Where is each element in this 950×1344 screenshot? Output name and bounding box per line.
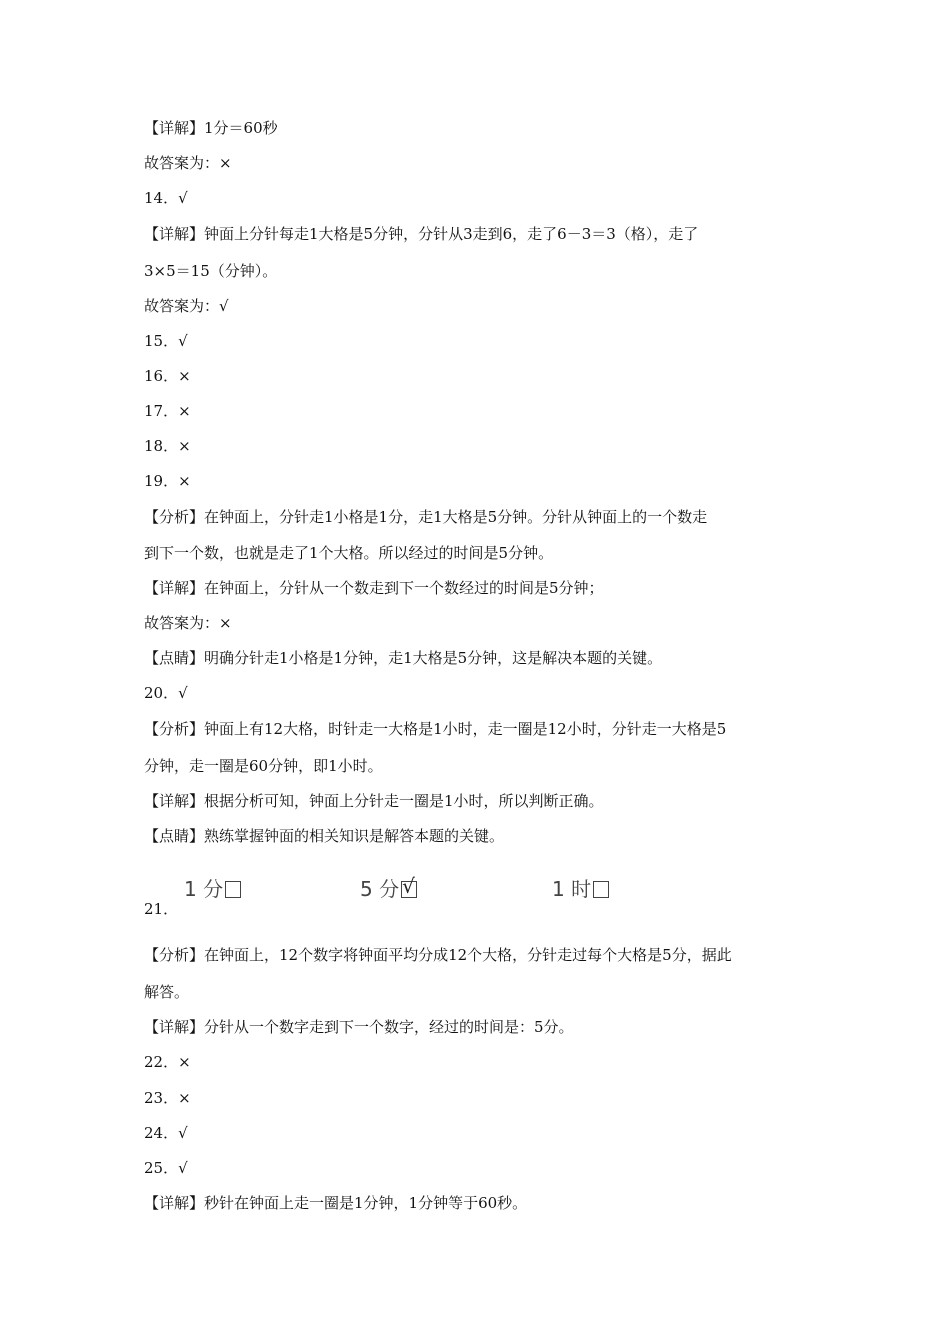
text-line: 【详解】秒针在钟面上走一圈是1分钟，1分钟等于60秒。 <box>144 1194 528 1212</box>
text-line: 【详解】1分＝60秒 <box>144 119 278 137</box>
text-line: 3×5＝15（分钟）。 <box>144 262 278 280</box>
text-line: 到下一个数，也就是走了1个大格。所以经过的时间是5分钟。 <box>144 544 554 562</box>
checkbox-checked <box>401 874 417 898</box>
answer-17: 17．× <box>144 402 191 420</box>
checkbox <box>593 881 609 898</box>
choice-label: 1 分 <box>184 877 224 901</box>
text-line: 【点睛】熟练掌握钟面的相关知识是解答本题的关键。 <box>144 827 505 845</box>
text-line: 【点睛】明确分针走1小格是1分钟，走1大格是5分钟，这是解决本题的关键。 <box>144 649 663 667</box>
answer-24: 24．√ <box>144 1124 188 1142</box>
text-line: 故答案为：√ <box>144 297 229 315</box>
choice-1-minute <box>184 874 241 904</box>
answer-22: 22．× <box>144 1053 191 1071</box>
answer-21: 21． <box>144 900 179 918</box>
answer-20: 20．√ <box>144 684 188 702</box>
text-line: 故答案为：× <box>144 154 232 172</box>
text-line: 【分析】在钟面上，分针走1小格是1分，走1大格是5分钟。分针从钟面上的一个数走 <box>144 508 708 526</box>
text-line: 故答案为：× <box>144 614 232 632</box>
q21-choices <box>184 874 644 904</box>
text-line: 【详解】分针从一个数字走到下一个数字，经过的时间是：5分。 <box>144 1018 574 1036</box>
text-line: 【详解】在钟面上，分针从一个数走到下一个数经过的时间是5分钟； <box>144 579 604 597</box>
check-mark: √ <box>402 874 415 898</box>
answer-15: 15．√ <box>144 332 188 350</box>
answer-18: 18．× <box>144 437 191 455</box>
text-line: 【详解】根据分析可知，钟面上分针走一圈是1小时，所以判断正确。 <box>144 792 604 810</box>
text-line: 【分析】钟面上有12大格，时针走一大格是1小时，走一圈是12小时，分针走一大格是5 <box>144 720 727 738</box>
answer-23: 23．× <box>144 1089 191 1107</box>
choice-label: 5 分 <box>360 877 400 901</box>
answer-19: 19．× <box>144 472 191 490</box>
choice-1-hour <box>552 874 609 904</box>
answer-14: 14．√ <box>144 189 188 207</box>
text-line: 【详解】钟面上分针每走1大格是5分钟，分针从3走到6，走了6－3＝3（格），走了 <box>144 225 699 243</box>
choice-label: 1 时 <box>552 877 592 901</box>
answer-25: 25．√ <box>144 1159 188 1177</box>
checkbox <box>225 881 241 898</box>
text-line: 分钟，走一圈是60分钟，即1小时。 <box>144 757 383 775</box>
text-line: 【分析】在钟面上，12个数字将钟面平均分成12个大格，分针走过每个大格是5分，据此 <box>144 946 732 964</box>
text-line: 解答。 <box>144 983 190 1001</box>
choice-5-minutes <box>360 874 417 904</box>
answer-16: 16．× <box>144 367 191 385</box>
